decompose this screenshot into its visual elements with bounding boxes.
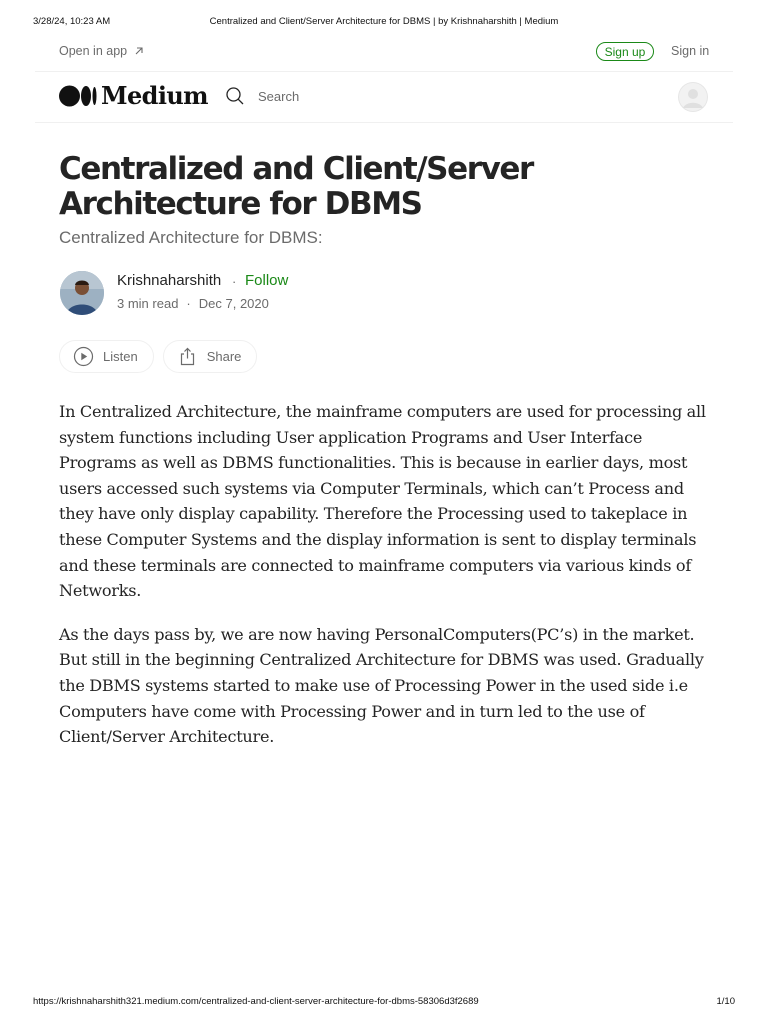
action-row: [59, 340, 257, 375]
author-name-link[interactable]: Krishnaharshith: [117, 272, 222, 289]
top-bar: [35, 40, 733, 72]
print-page-title: Centralized and Client/Server Architecture for DBMS | by Krishnaharshith | Medium: [209, 16, 559, 27]
sign-up-button[interactable]: Sign up: [596, 42, 654, 61]
print-url: https://krishnaharshith321.medium.com/centralized-and-client-server-architecture-for-dbms-58306d3f2689: [33, 996, 479, 1007]
sign-in-link[interactable]: Sign in: [671, 44, 710, 58]
follow-button[interactable]: Follow: [245, 272, 289, 289]
search-icon: [225, 86, 245, 106]
article-paragraph: As the days pass by, we are now having PersonalComputers(PC’s) in the market. But still in the beginning Centralized Architecture for DBMS was used. Gradually the DBMS systems started to make use of Processing Power in the used side i.e Computers have come with Processing Power and in turn led to the use of Client/Server Architecture.: [59, 624, 704, 747]
author-photo-icon: [60, 271, 104, 315]
share-button[interactable]: [163, 340, 258, 373]
publish-date: Dec 7, 2020: [198, 296, 269, 311]
arrow-up-right-icon: [133, 45, 145, 57]
article-body: [59, 399, 713, 768]
open-in-app-label: Open in app: [59, 44, 128, 58]
follow-separator: ·: [232, 274, 237, 289]
share-label: Share: [206, 349, 242, 364]
author-avatar[interactable]: [60, 271, 104, 315]
share-icon: [177, 346, 198, 367]
nav-bar: [35, 72, 733, 123]
medium-logo-text: Medium: [101, 81, 208, 110]
article-paragraph: In Centralized Architecture, the mainframe computers are used for processing all system functions including User application Programs and User Interface Programs as well as DBMS functionalities. This is because in earlier days, most users accessed such systems via Computer Terminals, which can’t Process and they have only display capability. Therefore the Processing used to takeplace in these Computer Systems and the display information is sent to display terminals and these terminals are connected to mainframe computers via various kinds of Networks.: [59, 402, 706, 601]
search-input[interactable]: [258, 89, 458, 104]
medium-logo[interactable]: [59, 81, 208, 110]
print-footer: [33, 996, 735, 1010]
medium-logo-icon: [59, 85, 97, 107]
listen-label: Listen: [103, 349, 138, 364]
article-title: Centralized and Client/Server Architecture for DBMS: [59, 151, 533, 222]
article-subtitle: Centralized Architecture for DBMS:: [59, 228, 323, 247]
default-avatar-icon: [678, 82, 708, 112]
print-page-number: 1/10: [716, 996, 735, 1007]
search-bar[interactable]: [225, 86, 458, 106]
read-time: 3 min read: [117, 296, 179, 311]
user-avatar[interactable]: [678, 82, 708, 112]
article-meta: [117, 296, 269, 311]
play-circle-icon: [73, 346, 94, 367]
listen-button[interactable]: [59, 340, 154, 373]
open-in-app-link[interactable]: [59, 44, 145, 58]
print-datetime: 3/28/24, 10:23 AM: [33, 16, 111, 27]
author-row: [60, 271, 460, 315]
print-header: [33, 16, 735, 30]
meta-separator: ·: [186, 296, 191, 311]
